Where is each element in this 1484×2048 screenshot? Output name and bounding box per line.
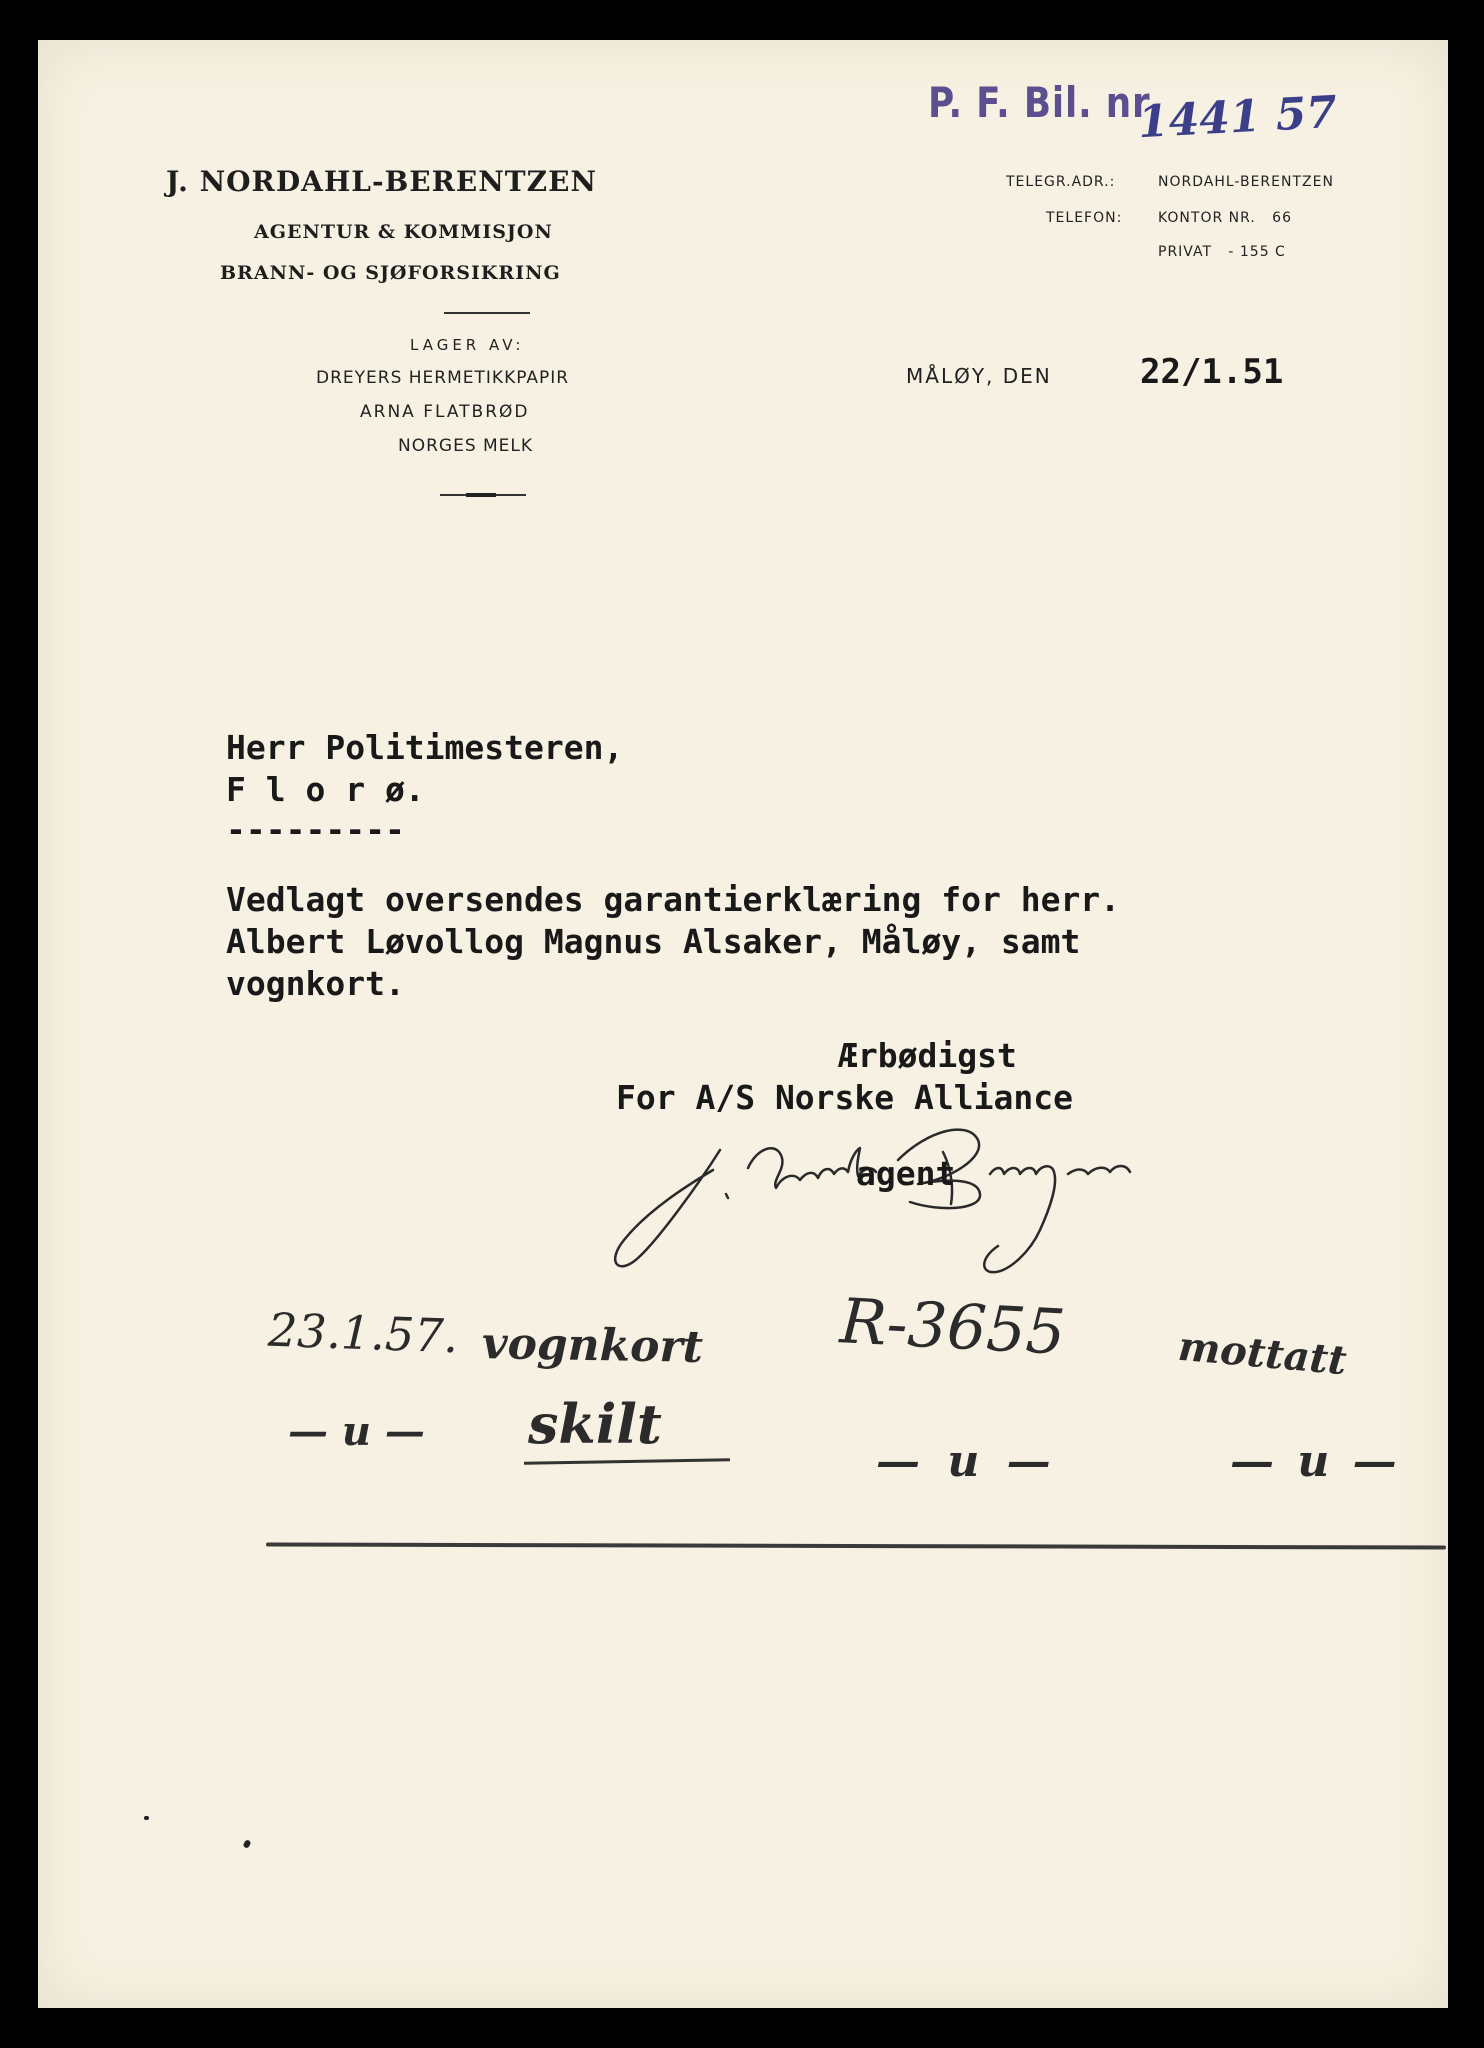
- stock-item-2: ARNA FLATBRØD: [360, 402, 530, 422]
- note-ditto-1: — u —: [288, 1408, 425, 1455]
- ink-speck-1: [144, 1816, 149, 1820]
- handwritten-signature: [598, 1090, 1358, 1280]
- telegr-value: NORDAHL-BERENTZEN: [1158, 174, 1334, 190]
- note-status: mottatt: [1176, 1322, 1349, 1385]
- document-page: [38, 40, 1448, 2008]
- letterhead-line-1: AGENTUR & KOMMISJON: [254, 221, 553, 243]
- stock-heading: LAGER AV:: [410, 336, 525, 354]
- note-ditto-2: — u —: [876, 1436, 1057, 1487]
- addressee-line-1: Herr Politimesteren,: [226, 728, 624, 767]
- ruled-line: [266, 1542, 1446, 1549]
- note-word-skilt: skilt: [528, 1392, 662, 1456]
- telefon-label: TELEFON:: [1046, 210, 1123, 226]
- stamp-handwritten-number: 1441 57: [1136, 86, 1339, 149]
- telefon-kontor: KONTOR NR. 66: [1158, 210, 1292, 226]
- body-line-1: Vedlagt oversendes garantierklæring for herr.: [226, 880, 1121, 919]
- stock-item-1: DREYERS HERMETIKKPAPIR: [316, 368, 570, 388]
- company-name: J. NORDAHL-BERENTZEN: [166, 165, 598, 198]
- note-date: 23.1.57.: [267, 1302, 460, 1364]
- note-registration: R-3655: [838, 1284, 1068, 1369]
- body-line-3: vognkort.: [226, 964, 405, 1003]
- stamp-printed-text: P. F. Bil. nr: [928, 78, 1151, 127]
- telefon-privat: PRIVAT - 155 C: [1158, 244, 1286, 260]
- date-place: MÅLØY, DEN: [906, 364, 1052, 388]
- letterhead-line-2: BRANN- OG SJØFORSIKRING: [220, 262, 561, 284]
- closing-company: For A/S Norske Alliance: [616, 1078, 1073, 1117]
- addressee-underline: ---------: [226, 810, 405, 849]
- closing-greeting: Ærbødigst: [838, 1036, 1017, 1075]
- note-ditto-3: — u —: [1230, 1436, 1401, 1487]
- closing-role: agent: [856, 1154, 956, 1193]
- telegr-label: TELEGR.ADR.:: [1006, 174, 1116, 190]
- archive-stamp: [928, 78, 1150, 127]
- divider-bottom-accent: [466, 493, 496, 497]
- note-word-vognkort: vognkort: [481, 1318, 704, 1373]
- note-skilt-underline: [524, 1458, 730, 1465]
- body-line-2: Albert Løvollog Magnus Alsaker, Måløy, samt: [226, 922, 1081, 961]
- ink-speck-2: [242, 1839, 251, 1849]
- divider-top: [444, 312, 530, 314]
- addressee-line-2: F l o r ø.: [226, 770, 425, 809]
- date-value: 22/1.51: [1140, 352, 1284, 392]
- stock-item-3: NORGES MELK: [398, 436, 534, 456]
